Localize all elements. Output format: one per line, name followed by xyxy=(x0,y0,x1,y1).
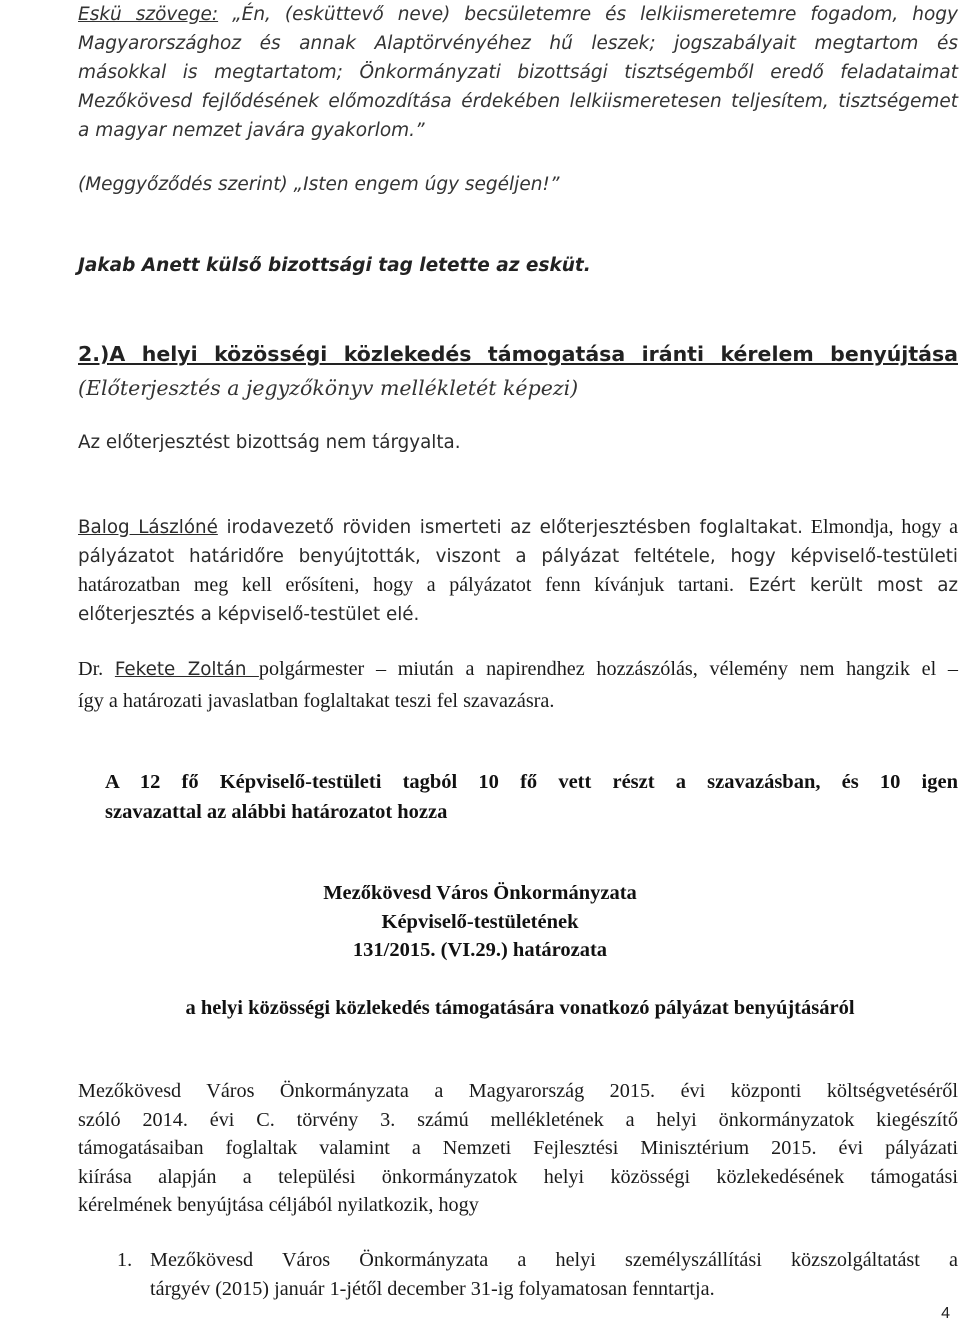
decl-line-2: szóló 2014. évi C. törvény 3. számú mellékletének a helyi önkormányzatok kiegészítő xyxy=(78,1108,958,1131)
resolution-heading xyxy=(0,879,960,965)
speaker-name: Balog Lászlóné xyxy=(78,517,218,538)
page-number: 4 xyxy=(941,1305,950,1322)
oath-line-4: Mezőkövesd fejlődésének előmozdítása érdekében lelkiismeretesen teljesítem, tisztségemet xyxy=(78,91,958,112)
resolution-body: Képviselő-testületének xyxy=(381,910,579,933)
oath-line-5: a magyar nemzet javára gyakorlom.” xyxy=(78,120,425,141)
resolution-org: Mezőkövesd Város Önkormányzata xyxy=(323,882,637,904)
balog-line-3: határozatban meg kell erősíteni, hogy a pályázatot fenn kívánjuk tartani. Ezért került most az xyxy=(78,574,958,596)
balog-paragraph xyxy=(78,513,958,629)
oath-label: Eskü szövege: xyxy=(78,4,219,25)
oath-taken-statement: Jakab Anett külső bizottsági tag letette az esküt. xyxy=(78,255,591,276)
balog-line-1: Balog Lászlóné irodavezető röviden ismerteti az előterjesztésben foglaltakat. Elmondja, hogy a xyxy=(78,516,958,538)
vote-line-1: A 12 fő Képviselő-testületi tagból 10 fő vett részt a szavazásban, és 10 igen xyxy=(105,771,958,793)
balog-line-2: pályázatot határidőre benyújtották, viszont a pályázat feltétele, hogy képviselő-testületi xyxy=(78,546,958,567)
decl-line-4: kiírása alapján a települési önkormányzatok helyi közösségi közlekedésének támogatási xyxy=(78,1165,958,1188)
decl-line-5: kérelmének benyújtása céljából nyilatkozik, hogy xyxy=(78,1194,479,1216)
oath-closing: (Meggyőződés szerint) „Isten engem úgy segéljen!” xyxy=(78,174,560,195)
resolution-number: 131/2015. (VI.29.) határozata xyxy=(352,939,608,961)
agenda-title-text: A helyi közösségi közlekedés támogatása iránti kérelem benyújtása xyxy=(109,342,958,366)
item1-line-2: tárgyév (2015) január 1-jétől december 31-ig folyamatosan fenntartja. xyxy=(150,1277,715,1300)
item1-line-1: Mezőkövesd Város Önkormányzata a helyi személyszállítási közszolgáltatást a xyxy=(150,1249,958,1271)
fekete-paragraph xyxy=(78,654,958,717)
oath-text xyxy=(78,0,958,145)
vote-line-2: szavazattal az alábbi határozatot hozza xyxy=(105,801,448,823)
agenda-subtitle: (Előterjesztés a jegyzőkönyv mellékletét képezi) xyxy=(78,376,579,400)
list-item-number: 1. xyxy=(117,1249,133,1271)
decl-line-3: támogatásaiban foglaltak valamint a Nemzeti Fejlesztési Minisztérium 2015. évi pályázati xyxy=(78,1137,958,1159)
fekete-line-1: Dr. Fekete Zoltán polgármester – miután a napirendhez hozzászólás, vélemény nem hangzik el – xyxy=(78,658,958,680)
not-discussed-note: Az előterjesztést bizottság nem tárgyalta. xyxy=(78,432,461,453)
decl-line-1: Mezőkövesd Város Önkormányzata a Magyarország 2015. évi központi költségvetéséről xyxy=(78,1080,958,1102)
vote-statement xyxy=(105,767,958,827)
declaration-paragraph xyxy=(78,1077,958,1220)
oath-line-1: Eskü szövege: „Én, (esküttevő neve) becsületemre és lelkiismeretemre fogadom, hogy xyxy=(78,4,958,25)
agenda-title xyxy=(78,339,958,369)
resolution-subject: a helyi közösségi közlekedés támogatására vonatkozó pályázat benyújtásáról xyxy=(185,997,855,1019)
list-item xyxy=(150,1246,958,1303)
speaker-name: Fekete Zoltán xyxy=(114,659,259,680)
oath-line-3: másokkal is megtartatom; Önkormányzati bizottsági tisztségemből eredő feladataimat xyxy=(78,62,958,83)
balog-line-4: előterjesztés a képviselő-testület elé. xyxy=(78,604,420,625)
fekete-line-2: így a határozati javaslatban foglaltakat teszi fel szavazásra. xyxy=(78,690,555,712)
agenda-number: 2.) xyxy=(78,342,110,366)
oath-line-2: Magyarországhoz és annak Alaptörvényéhez hű leszek; jogszabályait megtartom és xyxy=(78,33,958,54)
